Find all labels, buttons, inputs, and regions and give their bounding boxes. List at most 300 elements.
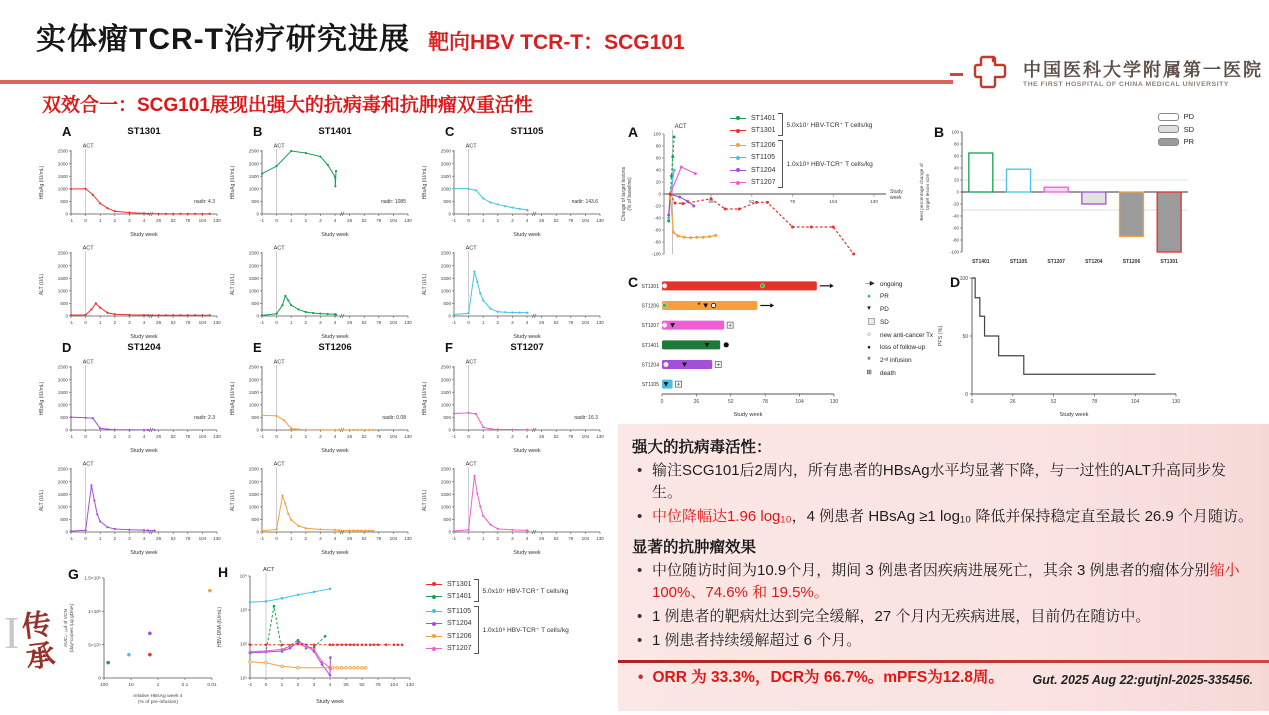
panel-letter: H bbox=[218, 564, 229, 580]
svg-text:52: 52 bbox=[749, 200, 755, 205]
svg-text:4: 4 bbox=[142, 536, 146, 541]
svg-text:52: 52 bbox=[170, 320, 176, 325]
svg-text:-1: -1 bbox=[68, 536, 74, 541]
svg-text:2: 2 bbox=[113, 434, 117, 439]
svg-text:52: 52 bbox=[553, 434, 559, 439]
svg-text:0: 0 bbox=[658, 191, 661, 197]
spider-legend: ST1401 ST1301 5.0x10⁷ HBV-TCR⁺ T cells/kg ST1206 ST1105 ST1204 ST1207 1.0x10⁸ HBV-TCR⁺ T cells/kg bbox=[730, 112, 873, 189]
svg-text:1: 1 bbox=[98, 218, 102, 223]
svg-text:ACT: ACT bbox=[82, 143, 94, 150]
svg-text:130: 130 bbox=[869, 200, 879, 205]
panel-title: ST1207 bbox=[510, 342, 544, 353]
svg-text:52: 52 bbox=[361, 536, 367, 541]
panel-charts bbox=[419, 140, 609, 340]
header bbox=[36, 14, 685, 58]
svg-text:3: 3 bbox=[128, 536, 131, 541]
svg-text:ALT (U/L): ALT (U/L) bbox=[39, 273, 45, 296]
svg-text:Study week: Study week bbox=[513, 448, 541, 454]
svg-text:1000: 1000 bbox=[440, 504, 451, 510]
chuancheng-seal bbox=[4, 607, 79, 674]
svg-text:ST1206: ST1206 bbox=[1122, 259, 1141, 265]
svg-text:104: 104 bbox=[389, 320, 398, 325]
svg-text:130: 130 bbox=[596, 536, 604, 541]
seal-mark: I bbox=[4, 607, 20, 658]
svg-text:Study week: Study week bbox=[321, 334, 349, 340]
svg-text:52: 52 bbox=[361, 434, 367, 439]
svg-text:0: 0 bbox=[448, 313, 451, 319]
svg-text:100: 100 bbox=[99, 683, 109, 688]
svg-text:500: 500 bbox=[251, 415, 259, 421]
svg-text:0: 0 bbox=[256, 313, 259, 319]
svg-text:ST1207: ST1207 bbox=[641, 323, 659, 330]
svg-text:ACT: ACT bbox=[273, 359, 285, 366]
swimmer-chart bbox=[618, 266, 862, 420]
svg-text:10¹: 10¹ bbox=[240, 676, 247, 682]
svg-text:26: 26 bbox=[347, 434, 353, 439]
svg-text:1: 1 bbox=[98, 434, 102, 439]
svg-text:0: 0 bbox=[467, 434, 470, 439]
svg-text:10³: 10³ bbox=[240, 608, 247, 614]
svg-text:2: 2 bbox=[113, 218, 117, 223]
svg-text:1500: 1500 bbox=[57, 275, 68, 281]
svg-text:0: 0 bbox=[256, 211, 259, 217]
svg-text:52: 52 bbox=[359, 683, 365, 688]
svg-text:1: 1 bbox=[289, 536, 293, 541]
svg-text:4: 4 bbox=[328, 683, 332, 688]
panel-letter: G bbox=[68, 566, 79, 582]
svg-text:130: 130 bbox=[404, 218, 412, 223]
svg-text:ST1206: ST1206 bbox=[641, 303, 659, 310]
svg-text:2000: 2000 bbox=[57, 479, 68, 485]
patient-panel-f bbox=[419, 342, 609, 556]
svg-text:HBsAg (IU/mL): HBsAg (IU/mL) bbox=[39, 165, 45, 200]
svg-text:nadir: 16.3: nadir: 16.3 bbox=[574, 415, 598, 422]
svg-text:52: 52 bbox=[553, 320, 559, 325]
svg-text:78: 78 bbox=[568, 536, 574, 541]
svg-text:1: 1 bbox=[481, 320, 485, 325]
svg-text:2: 2 bbox=[304, 218, 308, 223]
svg-text:1500: 1500 bbox=[248, 173, 259, 179]
logo-dash bbox=[950, 73, 963, 76]
svg-text:1: 1 bbox=[280, 683, 284, 688]
hbvdna-legend: ST1301 ST1401 5.0x10⁷ HBV-TCR⁺ T cells/kg ST1105 ST1204 ST1206 ST1207 1.0x10⁸ HBV-TCR⁺ T cells/kg bbox=[426, 578, 569, 710]
pfs-panel bbox=[932, 266, 1190, 420]
svg-text:78: 78 bbox=[568, 434, 574, 439]
svg-text:26: 26 bbox=[539, 434, 545, 439]
svg-text:2: 2 bbox=[496, 434, 500, 439]
antitumor-bullets bbox=[632, 560, 1253, 655]
svg-text:0: 0 bbox=[264, 683, 268, 688]
citation: Gut. 2025 Aug 22:gutjnl-2025-335456. bbox=[1032, 673, 1253, 688]
svg-text:1500: 1500 bbox=[248, 275, 259, 281]
svg-text:78: 78 bbox=[568, 218, 574, 223]
slide-subtitle: 双效合一：SCG101展现出强大的抗病毒和抗肿瘤双重活性 bbox=[42, 95, 533, 116]
svg-text:Study week: Study week bbox=[130, 334, 158, 340]
svg-text:5×10⁵: 5×10⁵ bbox=[88, 643, 101, 649]
svg-text:104: 104 bbox=[1131, 399, 1140, 405]
svg-text:4: 4 bbox=[525, 320, 529, 325]
svg-text:2500: 2500 bbox=[440, 364, 451, 370]
svg-text:80: 80 bbox=[953, 141, 959, 147]
svg-text:1500: 1500 bbox=[440, 389, 451, 395]
svg-text:2: 2 bbox=[496, 218, 500, 223]
svg-text:20: 20 bbox=[655, 179, 661, 185]
svg-text:10²: 10² bbox=[240, 642, 247, 648]
svg-text:104: 104 bbox=[389, 683, 399, 688]
svg-text:0: 0 bbox=[65, 529, 68, 535]
svg-text:0: 0 bbox=[275, 434, 278, 439]
svg-text:ACT: ACT bbox=[273, 461, 285, 468]
svg-text:78: 78 bbox=[762, 399, 768, 405]
svg-text:1000: 1000 bbox=[248, 504, 259, 510]
svg-text:0: 0 bbox=[448, 211, 451, 217]
svg-text:104: 104 bbox=[389, 218, 398, 223]
svg-text:40: 40 bbox=[953, 165, 959, 171]
svg-text:52: 52 bbox=[553, 536, 559, 541]
svg-text:104: 104 bbox=[198, 218, 207, 223]
svg-text:104: 104 bbox=[581, 536, 590, 541]
summary-bullet: • ORR 为 33.3%，DCR为 66.7%。mPFS为12.8周。 bbox=[632, 665, 1004, 687]
svg-text:-100: -100 bbox=[651, 251, 661, 257]
svg-text:nadir: 2.3: nadir: 2.3 bbox=[194, 415, 215, 422]
panel-letter: E bbox=[253, 340, 262, 355]
svg-text:ACT: ACT bbox=[465, 359, 477, 366]
svg-text:130: 130 bbox=[596, 434, 604, 439]
svg-text:104: 104 bbox=[581, 434, 590, 439]
svg-text:20: 20 bbox=[953, 177, 959, 183]
svg-text:78: 78 bbox=[375, 683, 381, 688]
svg-text:1000: 1000 bbox=[248, 186, 259, 192]
svg-text:(% of pre-infusion): (% of pre-infusion) bbox=[138, 700, 178, 705]
svg-text:78: 78 bbox=[185, 218, 191, 223]
svg-text:130: 130 bbox=[596, 218, 604, 223]
svg-text:130: 130 bbox=[213, 536, 221, 541]
svg-text:2: 2 bbox=[496, 536, 500, 541]
svg-text:0: 0 bbox=[84, 320, 87, 325]
bullet-item: • 1 例患者持续缓解超过 6 个月。 bbox=[632, 630, 1253, 652]
svg-text:2500: 2500 bbox=[440, 250, 451, 256]
svg-text:4: 4 bbox=[525, 218, 529, 223]
svg-text:2000: 2000 bbox=[440, 263, 451, 269]
bullet-item: • 中位随访时间为10.9个月，期间 3 例患者因疾病进展死亡，其余 3 例患者的瘤体分别缩小 100%、74.6% 和 19.5%。 bbox=[632, 560, 1253, 604]
svg-text:78: 78 bbox=[1091, 399, 1098, 405]
svg-text:Best percentage change of: Best percentage change of bbox=[920, 163, 925, 221]
svg-text:130: 130 bbox=[213, 320, 221, 325]
svg-text:0: 0 bbox=[275, 320, 278, 325]
panel-letter: A bbox=[628, 124, 639, 140]
svg-text:1: 1 bbox=[98, 536, 102, 541]
svg-text:52: 52 bbox=[361, 218, 367, 223]
svg-text:PFS (%): PFS (%) bbox=[938, 325, 944, 347]
svg-text:ACT: ACT bbox=[82, 245, 94, 252]
svg-text:1: 1 bbox=[289, 320, 293, 325]
svg-text:80: 80 bbox=[655, 143, 661, 149]
svg-text:500: 500 bbox=[251, 517, 259, 523]
swimmer-legend: —▶ ongoing ● PR ▼ PD SD ○ new anti-cancer Tx ● loss of follow-up * 2ⁿᵈ infusion ⊞ death bbox=[865, 280, 934, 377]
svg-text:26: 26 bbox=[347, 536, 353, 541]
hospital-name-cn: 中国医科大学附属第一医院 bbox=[1023, 59, 1263, 80]
waterfall-legend: PD SD PR bbox=[1158, 112, 1194, 146]
svg-text:2000: 2000 bbox=[57, 263, 68, 269]
svg-text:3: 3 bbox=[511, 320, 514, 325]
svg-text:ALT (U/L): ALT (U/L) bbox=[230, 489, 236, 512]
svg-text:2000: 2000 bbox=[248, 377, 259, 383]
svg-text:0: 0 bbox=[970, 399, 974, 405]
svg-text:0.1: 0.1 bbox=[181, 683, 189, 688]
svg-text:1000: 1000 bbox=[440, 402, 451, 408]
svg-text:Study week: Study week bbox=[130, 550, 158, 556]
svg-text:104: 104 bbox=[198, 320, 207, 325]
svg-text:ST1204: ST1204 bbox=[1085, 259, 1103, 265]
svg-text:1×10⁶: 1×10⁶ bbox=[88, 610, 101, 616]
panel-letter: D bbox=[62, 340, 72, 355]
svg-text:Study week: Study week bbox=[513, 334, 541, 340]
svg-text:500: 500 bbox=[443, 415, 451, 421]
svg-text:ST1204: ST1204 bbox=[641, 362, 659, 369]
svg-text:1500: 1500 bbox=[440, 173, 451, 179]
svg-text:-100: -100 bbox=[949, 249, 959, 255]
svg-text:2000: 2000 bbox=[440, 479, 451, 485]
svg-text:104: 104 bbox=[198, 434, 207, 439]
svg-text:0: 0 bbox=[98, 676, 101, 682]
svg-text:HBsAg (IU/mL): HBsAg (IU/mL) bbox=[230, 165, 236, 200]
hospital-logo bbox=[950, 52, 1263, 96]
panel-letter: B bbox=[934, 124, 945, 140]
svg-text:1000: 1000 bbox=[248, 288, 259, 294]
hbvdna-chart bbox=[214, 562, 420, 710]
svg-text:0: 0 bbox=[448, 529, 451, 535]
svg-text:2500: 2500 bbox=[57, 466, 68, 472]
svg-text:3: 3 bbox=[319, 320, 322, 325]
vcn-scatter-panel bbox=[60, 564, 220, 710]
svg-text:78: 78 bbox=[376, 536, 382, 541]
svg-text:Study week: Study week bbox=[316, 699, 344, 705]
svg-text:2500: 2500 bbox=[248, 466, 259, 472]
svg-text:0: 0 bbox=[660, 399, 664, 405]
svg-text:nadir: 1085: nadir: 1085 bbox=[380, 199, 406, 206]
svg-text:2000: 2000 bbox=[440, 161, 451, 167]
svg-text:ACT: ACT bbox=[674, 124, 687, 130]
svg-text:0: 0 bbox=[467, 536, 470, 541]
svg-text:4: 4 bbox=[142, 434, 146, 439]
panel-charts bbox=[227, 356, 417, 556]
svg-text:26: 26 bbox=[156, 320, 162, 325]
svg-text:2000: 2000 bbox=[57, 161, 68, 167]
svg-text:-1: -1 bbox=[68, 320, 74, 325]
header-divider bbox=[0, 80, 953, 84]
svg-text:26: 26 bbox=[693, 399, 700, 405]
panel-title: ST1204 bbox=[127, 342, 161, 353]
svg-text:1.5×10⁶: 1.5×10⁶ bbox=[84, 576, 101, 582]
svg-text:0: 0 bbox=[467, 320, 470, 325]
svg-text:26: 26 bbox=[156, 218, 162, 223]
antiviral-heading: 强大的抗病毒活性： bbox=[632, 439, 772, 456]
svg-text:26: 26 bbox=[156, 434, 162, 439]
svg-text:78: 78 bbox=[376, 218, 382, 223]
svg-text:-80: -80 bbox=[654, 239, 661, 245]
svg-text:ST1301: ST1301 bbox=[1160, 259, 1178, 265]
svg-text:AUC₀₋₂₈d of VCN: AUC₀₋₂₈d of VCN bbox=[64, 609, 69, 647]
svg-text:relative HBsAg week 4: relative HBsAg week 4 bbox=[133, 694, 183, 699]
svg-text:52: 52 bbox=[170, 536, 176, 541]
svg-text:2: 2 bbox=[296, 683, 300, 688]
svg-text:1500: 1500 bbox=[57, 491, 68, 497]
svg-text:-1: -1 bbox=[259, 320, 265, 325]
svg-text:1500: 1500 bbox=[57, 389, 68, 395]
hospital-cross-icon bbox=[972, 52, 1016, 96]
svg-text:2: 2 bbox=[113, 536, 117, 541]
svg-text:ST1207: ST1207 bbox=[1047, 259, 1065, 265]
svg-text:500: 500 bbox=[443, 199, 451, 205]
svg-text:60: 60 bbox=[655, 155, 661, 161]
page-title: 实体瘤TCR-T治疗研究进展 bbox=[36, 23, 410, 56]
panel-letter: F bbox=[445, 340, 453, 355]
svg-text:1000: 1000 bbox=[57, 504, 68, 510]
svg-text:130: 130 bbox=[213, 218, 221, 223]
svg-text:1000: 1000 bbox=[440, 186, 451, 192]
panel-letter: C bbox=[445, 124, 455, 139]
svg-text:500: 500 bbox=[60, 199, 68, 205]
svg-text:0: 0 bbox=[84, 536, 87, 541]
svg-text:1: 1 bbox=[289, 218, 293, 223]
svg-text:Study week: Study week bbox=[513, 232, 541, 238]
svg-text:week: week bbox=[890, 195, 902, 201]
panel-charts bbox=[227, 140, 417, 340]
patient-panel-c bbox=[419, 126, 609, 340]
svg-text:nadir: 143.6: nadir: 143.6 bbox=[571, 199, 598, 206]
svg-text:ACT: ACT bbox=[82, 359, 94, 366]
svg-text:-1: -1 bbox=[68, 218, 74, 223]
svg-text:2500: 2500 bbox=[440, 148, 451, 154]
svg-text:10⁴: 10⁴ bbox=[239, 574, 247, 580]
svg-text:3: 3 bbox=[128, 218, 131, 223]
svg-text:1: 1 bbox=[481, 536, 485, 541]
svg-text:3: 3 bbox=[319, 434, 322, 439]
svg-text:3: 3 bbox=[319, 536, 322, 541]
svg-text:0: 0 bbox=[84, 218, 87, 223]
svg-text:target lesion size: target lesion size bbox=[926, 174, 931, 210]
svg-text:104: 104 bbox=[581, 320, 590, 325]
panel-title: ST1401 bbox=[318, 126, 352, 137]
svg-text:0: 0 bbox=[65, 313, 68, 319]
svg-text:52: 52 bbox=[361, 320, 367, 325]
svg-text:2500: 2500 bbox=[248, 364, 259, 370]
svg-text:ACT: ACT bbox=[465, 245, 477, 252]
svg-text:60: 60 bbox=[953, 153, 959, 159]
panel-letter: B bbox=[253, 124, 263, 139]
svg-text:0.01: 0.01 bbox=[207, 683, 217, 688]
svg-text:26: 26 bbox=[708, 200, 714, 205]
svg-text:1500: 1500 bbox=[248, 389, 259, 395]
svg-text:2500: 2500 bbox=[248, 148, 259, 154]
svg-text:10: 10 bbox=[128, 683, 134, 688]
svg-text:HBsAg (IU/mL): HBsAg (IU/mL) bbox=[39, 381, 45, 416]
svg-text:2500: 2500 bbox=[57, 250, 68, 256]
svg-text:26: 26 bbox=[539, 320, 545, 325]
svg-text:26: 26 bbox=[1010, 399, 1016, 405]
svg-text:-1: -1 bbox=[247, 683, 253, 688]
svg-text:2000: 2000 bbox=[440, 377, 451, 383]
svg-text:500: 500 bbox=[60, 415, 68, 421]
svg-text:4: 4 bbox=[142, 320, 146, 325]
svg-text:-1: -1 bbox=[259, 434, 265, 439]
svg-text:*: * bbox=[697, 301, 701, 310]
svg-text:0: 0 bbox=[256, 427, 259, 433]
bullet-item: • 输注SCG101后2周内，所有患者的HBsAg水平均显著下降，与一过性的ALT升高同步发生。 bbox=[632, 460, 1253, 504]
svg-text:Study week: Study week bbox=[321, 550, 349, 556]
svg-text:3: 3 bbox=[511, 218, 514, 223]
svg-text:2000: 2000 bbox=[57, 377, 68, 383]
title-accent: 靶向HBV TCR-T：SCG101 bbox=[427, 31, 685, 54]
svg-text:-20: -20 bbox=[654, 203, 661, 209]
svg-text:-1: -1 bbox=[451, 536, 457, 541]
svg-text:Study week: Study week bbox=[130, 448, 158, 454]
panel-letter: C bbox=[628, 274, 639, 290]
svg-text:2500: 2500 bbox=[248, 250, 259, 256]
svg-text:100: 100 bbox=[653, 131, 661, 137]
svg-text:500: 500 bbox=[443, 517, 451, 523]
svg-text:Study: Study bbox=[890, 189, 903, 195]
svg-text:-60: -60 bbox=[654, 227, 661, 233]
svg-text:0: 0 bbox=[65, 211, 68, 217]
svg-text:130: 130 bbox=[404, 536, 412, 541]
svg-text:ACT: ACT bbox=[465, 461, 477, 468]
summary-row bbox=[632, 665, 1253, 687]
patient-panel-e bbox=[227, 342, 417, 556]
svg-text:130: 130 bbox=[1171, 399, 1181, 405]
svg-text:Study week: Study week bbox=[321, 448, 349, 454]
svg-text:2: 2 bbox=[304, 434, 308, 439]
svg-text:1: 1 bbox=[481, 434, 485, 439]
svg-text:78: 78 bbox=[789, 200, 796, 205]
svg-text:1000: 1000 bbox=[248, 402, 259, 408]
svg-text:0: 0 bbox=[275, 536, 278, 541]
svg-text:50: 50 bbox=[962, 333, 968, 340]
svg-text:HBV-DNA (IU/mL): HBV-DNA (IU/mL) bbox=[217, 606, 223, 648]
svg-text:ALT (U/L): ALT (U/L) bbox=[422, 273, 428, 296]
svg-text:1500: 1500 bbox=[57, 173, 68, 179]
svg-text:26: 26 bbox=[347, 320, 353, 325]
svg-text:100: 100 bbox=[951, 129, 959, 135]
svg-text:1: 1 bbox=[289, 434, 293, 439]
seal-text: 传承 bbox=[16, 608, 56, 674]
panel-charts bbox=[36, 140, 226, 340]
svg-text:-1: -1 bbox=[259, 218, 265, 223]
svg-text:52: 52 bbox=[170, 218, 176, 223]
patient-panel-b bbox=[227, 126, 417, 340]
svg-text:2500: 2500 bbox=[57, 148, 68, 154]
svg-text:nadir: 0.08: nadir: 0.08 bbox=[382, 415, 406, 422]
svg-text:26: 26 bbox=[539, 218, 545, 223]
bullet-item: • 中位降幅达1.96 log₁₀，4 例患者 HBsAg ≥1 log₁₀ 降低并保持稳定直至最长 26.9 个月随访。 bbox=[632, 506, 1253, 528]
svg-text:ST1105: ST1105 bbox=[1009, 259, 1028, 265]
svg-text:1000: 1000 bbox=[440, 288, 451, 294]
svg-text:3: 3 bbox=[312, 683, 316, 688]
svg-text:40: 40 bbox=[655, 167, 661, 173]
svg-text:ACT: ACT bbox=[465, 143, 477, 150]
svg-text:-1: -1 bbox=[451, 434, 457, 439]
svg-text:-1: -1 bbox=[451, 218, 457, 223]
svg-text:3: 3 bbox=[128, 434, 131, 439]
svg-text:4: 4 bbox=[142, 218, 146, 223]
svg-text:1500: 1500 bbox=[248, 491, 259, 497]
svg-text:130: 130 bbox=[405, 683, 415, 688]
svg-text:26: 26 bbox=[347, 218, 353, 223]
svg-text:78: 78 bbox=[185, 536, 191, 541]
svg-text:-40: -40 bbox=[654, 215, 661, 221]
svg-text:130: 130 bbox=[213, 434, 221, 439]
svg-text:0: 0 bbox=[256, 529, 259, 535]
